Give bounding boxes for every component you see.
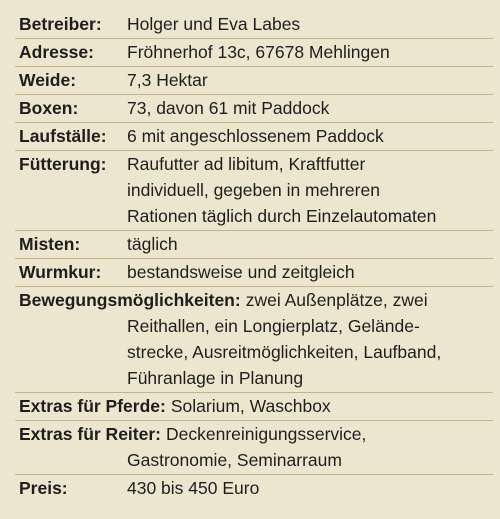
fact-value: 6 mit angeschlossenem Paddock (127, 126, 384, 146)
fact-row-boxen (15, 95, 493, 123)
fact-value: Fröhnerhof 13c, 67678 Mehlingen (127, 42, 390, 62)
fact-label: Preis: (19, 478, 68, 498)
fact-value-continuation: Reithallen, ein Longierplatz, Gelände- (127, 316, 420, 336)
fact-value-continuation: strecke, Ausreitmöglichkeiten, Laufband, (127, 342, 442, 362)
fact-row-misten (15, 231, 493, 259)
fact-value: Holger und Eva Labes (127, 14, 301, 34)
fact-row-betreiber (15, 11, 493, 39)
fact-value: zwei Außenplätze, zwei (245, 290, 428, 310)
fact-label: Extras für Pferde: (19, 396, 166, 416)
fact-label: Adresse: (19, 42, 94, 62)
fact-value-continuation: Gastronomie, Seminarraum (127, 450, 342, 470)
fact-label: Boxen: (19, 98, 79, 118)
fact-row-laufstaelle (15, 123, 493, 151)
fact-value-continuation: Rationen täglich durch Einzelautomaten (127, 206, 437, 226)
fact-label: Weide: (19, 70, 77, 90)
fact-row-bewegung (15, 287, 493, 393)
fact-value: Solarium, Waschbox (170, 396, 331, 416)
fact-row-extras-reiter (15, 421, 493, 475)
fact-label: Extras für Reiter: (19, 424, 161, 444)
fact-label: Bewegungsmöglichkeiten: (19, 290, 241, 310)
fact-label: Wurmkur: (19, 262, 102, 282)
fact-label: Laufställe: (19, 126, 107, 146)
fact-row-extras-pferde (15, 393, 493, 421)
fact-value: Deckenreinigungsservice, (166, 424, 367, 444)
fact-row-preis (15, 475, 493, 502)
fact-row-adresse (15, 39, 493, 67)
fact-value: täglich (127, 234, 178, 254)
fact-value-continuation: Führanlage in Planung (127, 368, 304, 388)
fact-label: Misten: (19, 234, 81, 254)
fact-value: bestandsweise und zeitgleich (127, 262, 355, 282)
fact-value: Raufutter ad libitum, Kraftfutter (127, 154, 366, 174)
fact-label: Betreiber: (19, 14, 102, 34)
fact-value-continuation: individuell, gegeben in mehreren (127, 180, 380, 200)
fact-row-wurmkur (15, 259, 493, 287)
fact-row-weide (15, 67, 493, 95)
fact-value: 430 bis 450 Euro (127, 478, 260, 498)
fact-label: Fütterung: (19, 154, 107, 174)
fact-value: 7,3 Hektar (127, 70, 208, 90)
fact-value: 73, davon 61 mit Paddock (127, 98, 330, 118)
fact-row-fuetterung (15, 151, 493, 231)
